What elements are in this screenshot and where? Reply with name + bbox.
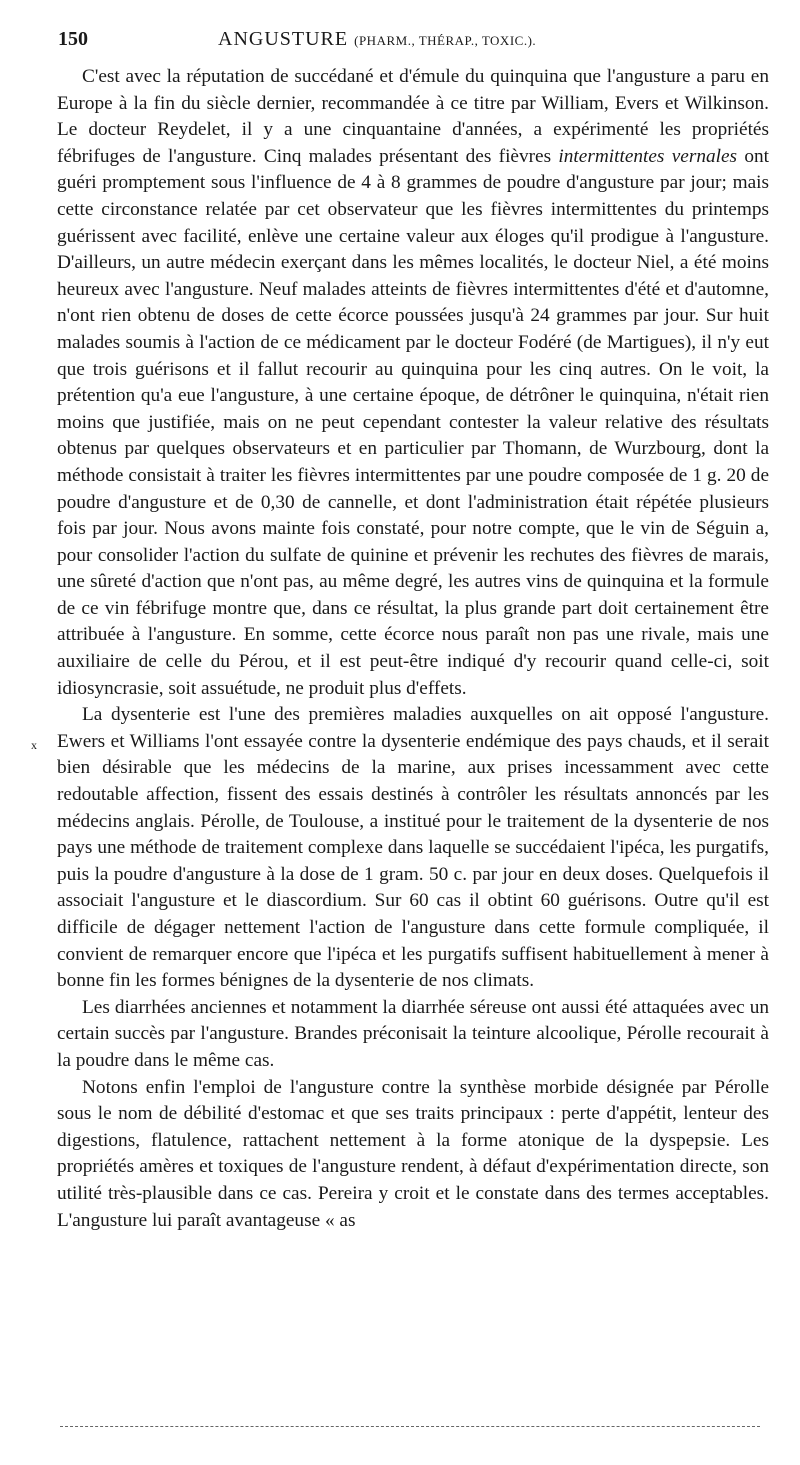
running-header [48,28,768,58]
paragraph [57,995,769,1075]
paragraph [57,64,769,702]
paragraph-text: Notons enfin l'emploi de l'angusture contre la synthèse morbide désignée par Pérolle sous le nom de débilité d'estomac et que ses traits principaux : perte d'appétit, lenteur des digestions, flatulence, rattachent nettement à la forme atonique de la dyspepsie. Les propriétés amères et toxiques de l'angusture rendent, à défaut d'expérimentation directe, son utilité très-plausible dans ce cas. Pereira y croit et le constate dans des termes acceptables. L'angusture lui paraît avantageuse « as [57,1076,769,1231]
running-title [218,28,536,51]
italic-phrase: intermittentes vernales [558,145,738,167]
paragraph-text: C'est avec la réputation de succédané et d'émule du quinquina que l'angusture a paru en Europe à la fin du siècle dernier, recommandée à ce titre par William, Evers et Wilkinson. Le docteur Reydelet, il y a une cinquantaine d'années, a expérimenté les propriétés fébrifuges de l'angusture. Cinq malades présentant des fièvres [57,66,769,167]
running-title-main: ANGUSTURE [218,28,349,50]
paragraph [57,702,769,995]
paragraph-text: ont guéri promptement sous l'influence de 4 à 8 grammes de poudre d'angusture par jour; mais cette circonstance relatée par cet observateur que les fièvres intermittentes du printemps guérissent avec facilité, enlève une certaine valeur aux éloges qu'il prodigue à l'angusture. D'ailleurs, un autre médecin exerçant dans les mêmes localités, le docteur Niel, a été moins heureux avec l'angusture. Neuf malades atteints de fièvres intermittentes d'été et d'automne, n'ont rien obtenu de doses de cette écorce poussées jusqu'à 24 grammes par jour. Sur huit malades soumis à l'action de ce médicament par le docteur Fodéré (de Martigues), il n'y eut que trois guérisons et il fallut recourir au quinquina pour les cinq autres. On le voit, la prétention qu'a eue l'angusture, à une certaine époque, de détrôner le quinquina, n'était rien moins que justifiée, mais on ne peut cependant contester la valeur relative des résultats obtenus par quelques observateurs et en particulier par Thomann, de Wurzbourg, dont la méthode consistait à traiter les fièvres intermittentes par une poudre composée de 1 g. 20 de poudre d'angusture et de 0,30 de cannelle, et dont l'administration était répétée plusieurs fois par jour. Nous avons mainte fois constaté, pour notre compte, que le vin de Séguin a, pour consolider l'action du sulfate de quinine et prévenir les rechutes des fièvres de marais, une sûreté d'action que n'ont pas, au même degré, les autres vins de quinquina et la formule de ce vin fébrifuge montre que, dans ce résultat, la plus grande part doit certainement être attribuée à l'angusture. En somme, cette écorce nous paraît non pas une rivale, mais une auxiliaire de celle du Pérou, et il est peut-être indiqué d'y recourir quand celle-ci, soit idiosyncrasie, soit assuétude, ne produit plus d'effets. [57,145,769,699]
paragraph-text: La dysenterie est l'une des premières maladies auxquelles on ait opposé l'angusture. Ewers et Williams l'ont essayée contre la dysenterie endémique des pays chauds, et il serait bien désirable que les médecins de la marine, aux prises incessamment avec cette redoutable affection, fissent des essais destinés à contrôler les résultats annoncés par les médecins anglais. Pérolle, de Toulouse, a institué pour le traitement de la dysenterie de nos pays une méthode de traitement complexe dans laquelle se succédaient l'ipéca, les purgatifs, puis la poudre d'angusture à la dose de 1 gram. 50 c. par jour en deux doses. Quelquefois il associait l'angusture et le diascordium. Sur 60 cas il obtint 60 guérisons. Outre qu'il est difficile de dégager nettement l'action de l'angusture dans cette formule compliquée, il convient de remarquer encore que l'ipéca et les purgatifs suffisent habituellement à mener à bonne fin les formes bénignes de la dysenterie de nos climats. [57,704,769,992]
margin-mark: x [31,738,37,752]
paragraph-text: Les diarrhées anciennes et notamment la diarrhée séreuse ont aussi été attaquées avec un certain succès par l'angusture. Brandes préconisait la teinture alcoolique, Pérolle recourait à la poudre dans le même cas. [57,996,769,1071]
body-text [57,64,769,1234]
paragraph [57,1075,769,1235]
footer-rule [60,1426,760,1427]
page-number: 150 [58,28,88,50]
running-title-subtitle: (PHARM., THÉRAP., TOXIC.). [354,33,537,48]
